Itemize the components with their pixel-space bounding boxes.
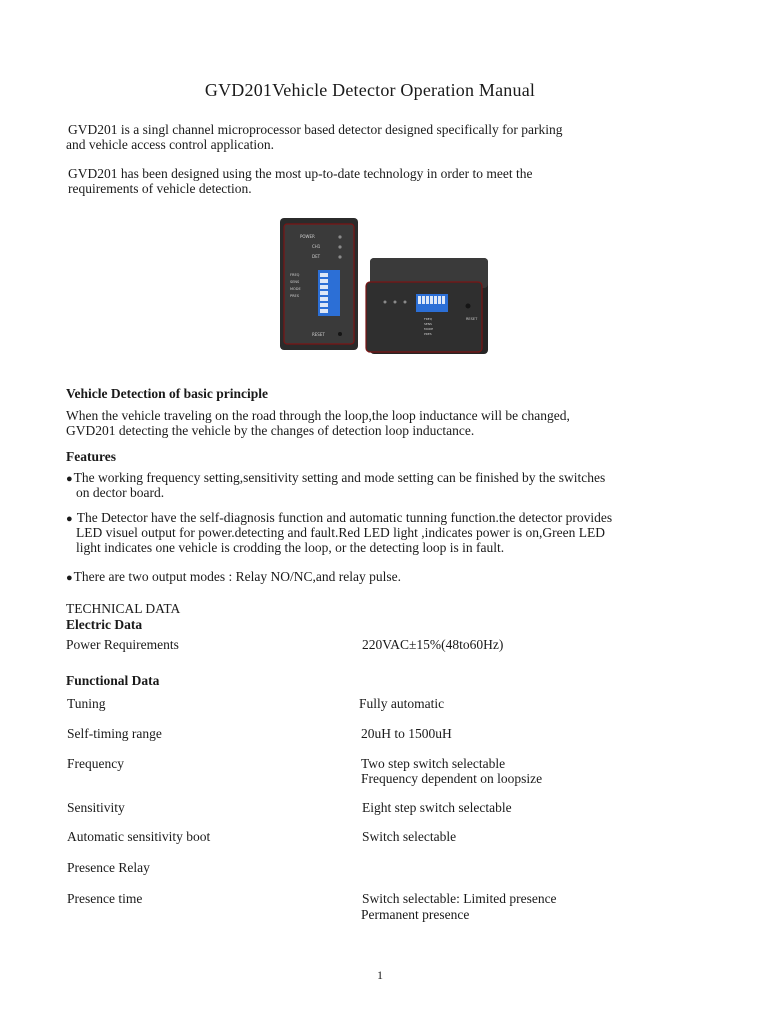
unit2-pres-label: PRES [424, 332, 432, 336]
frequency-value-line-2: Frequency dependent on loopsize [361, 771, 543, 786]
feature-item-2-line-3: light indicates one vehicle is crodding the loop, or the detecting loop is in fault. [76, 540, 505, 555]
unit1-freq-label: FREQ [290, 273, 300, 277]
sensitivity-value: Eight step switch selectable [362, 800, 512, 815]
tuning-label: Tuning [67, 696, 106, 711]
unit1-ch1-label: CH1 [312, 244, 321, 249]
detector-unit-side [366, 258, 488, 354]
self-timing-range-label: Self-timing range [67, 726, 162, 741]
feature-bullet-3: ● [66, 572, 73, 584]
feature-item-1-line-2: on dector board. [76, 485, 165, 500]
unit1-sens-label: SENS [290, 280, 300, 284]
auto-sensitivity-boot-value: Switch selectable [362, 829, 457, 844]
detector-unit-front [280, 218, 358, 350]
presence-time-value-line-1: Switch selectable: Limited presence [362, 891, 557, 906]
auto-sensitivity-boot-label: Automatic sensitivity boot [67, 829, 211, 844]
unit2-sens-label: SENS [424, 322, 432, 326]
intro-paragraph-1-line-1: GVD201 is a singl channel microprocessor based detector designed specifically for parking [68, 122, 563, 137]
feature-item-2-text: The Detector have the self-diagnosis function and automatic tunning function.the detector provides [73, 510, 613, 525]
unit1-mode-label: MODE [290, 287, 301, 291]
power-requirements-value: 220VAC±15%(48to60Hz) [362, 637, 504, 652]
principle-heading: Vehicle Detection of basic principle [66, 386, 268, 401]
principle-line-1: When the vehicle traveling on the road through the loop,the loop inductance will be changed, [66, 408, 570, 423]
power-requirements-label: Power Requirements [66, 637, 179, 652]
feature-item-1-text: The working frequency setting,sensitivity setting and mode setting can be finished by the switches [73, 470, 606, 485]
technical-heading: TECHNICAL DATA [66, 601, 181, 616]
unit1-reset-label: RESET [312, 332, 325, 337]
document-title: GVD201Vehicle Detector Operation Manual [204, 80, 536, 100]
intro-paragraph-2-line-1: GVD201 has been designed using the most up-to-date technology in order to meet the [68, 166, 533, 181]
unit1-det-label: DET [312, 254, 321, 259]
unit2-mode-label: MODE [424, 327, 434, 331]
feature-item-3 [66, 569, 401, 586]
frequency-label: Frequency [67, 756, 124, 771]
feature-bullet-1: ● [66, 473, 73, 485]
features-heading: Features [66, 449, 116, 464]
frequency-value-line-1: Two step switch selectable [361, 756, 506, 771]
tuning-value: Fully automatic [359, 696, 445, 711]
page-number: 1 [377, 968, 383, 982]
intro-paragraph-2-line-2: requirements of vehicle detection. [68, 181, 252, 196]
intro-paragraph-1-line-2: and vehicle access control application. [66, 137, 275, 152]
product-photo [230, 210, 492, 385]
presence-time-label: Presence time [67, 891, 143, 906]
presence-relay-label: Presence Relay [67, 860, 150, 875]
feature-bullet-2: ● [66, 513, 73, 525]
sensitivity-label: Sensitivity [67, 800, 125, 815]
unit1-power-label: POWER [300, 234, 315, 239]
feature-item-3-text: There are two output modes : Relay NO/NC,and relay pulse. [73, 569, 401, 584]
principle-line-2: GVD201 detecting the vehicle by the changes of detection loop inductance. [66, 423, 475, 438]
self-timing-range-value: 20uH to 1500uH [361, 726, 452, 741]
presence-time-value-line-2: Permanent presence [361, 907, 470, 922]
feature-item-2-line-2: LED visuel output for power.detecting and fault.Red LED light ,indicates power is on,Green LED [76, 525, 605, 540]
electric-data-heading: Electric Data [66, 617, 143, 632]
unit1-pres-label: PRES [290, 294, 299, 298]
unit2-reset-label: RESET [466, 317, 478, 321]
functional-data-heading: Functional Data [66, 673, 160, 688]
unit2-freq-label: FREQ [424, 317, 433, 321]
